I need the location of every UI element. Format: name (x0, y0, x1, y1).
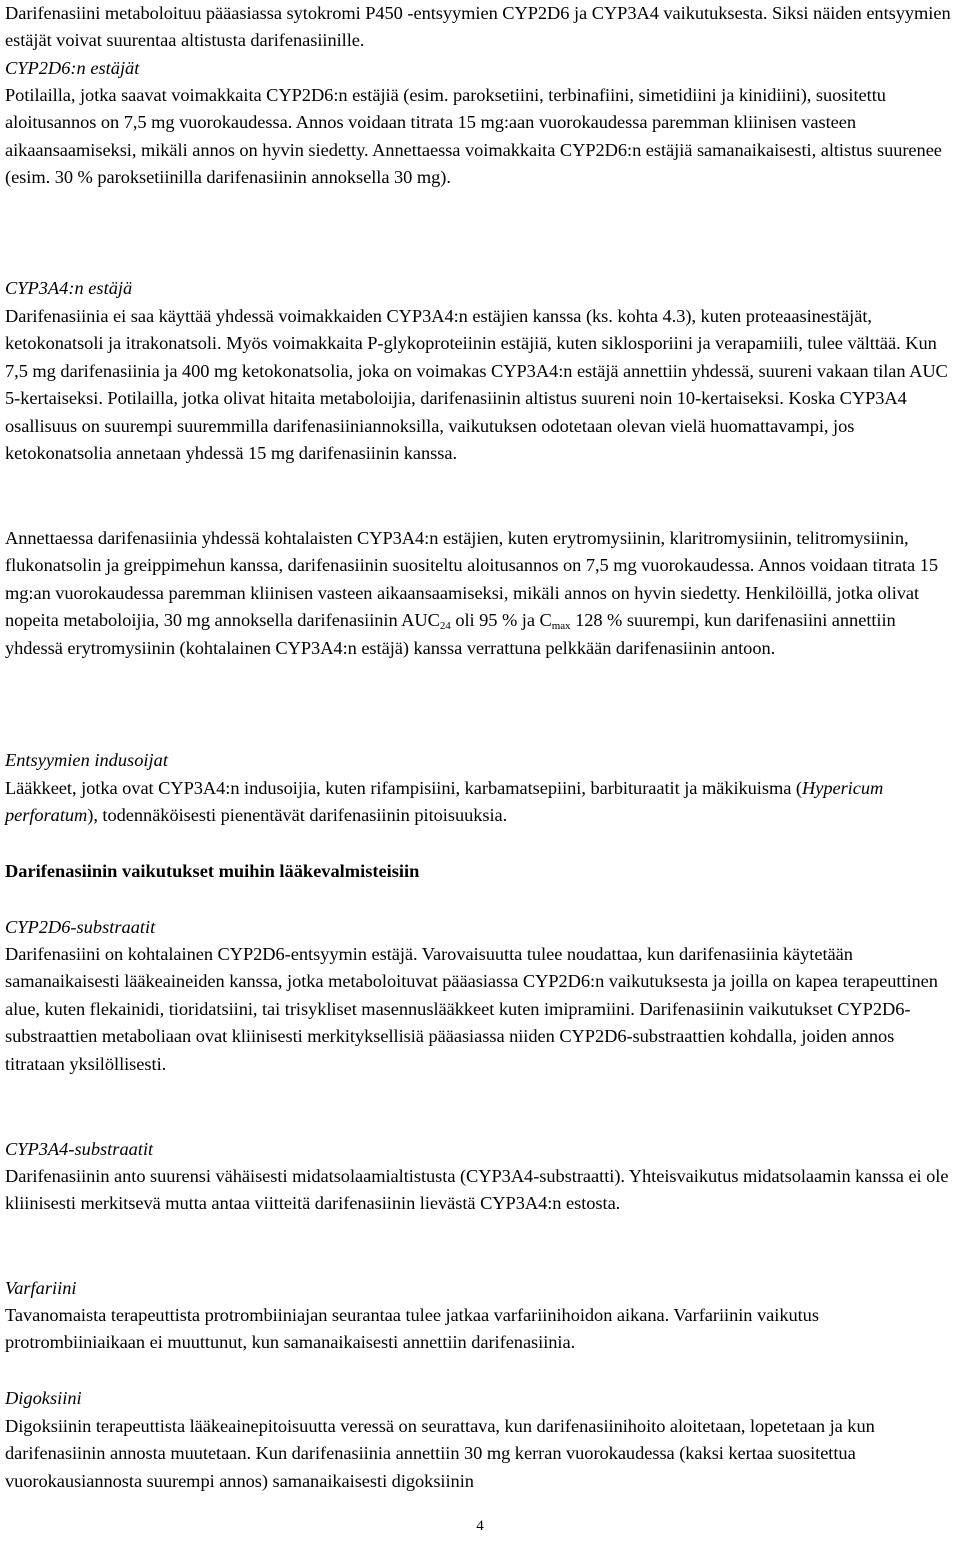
hypericum-italic: Hypericum perforatum (5, 778, 884, 826)
cyp2d6-substrates-paragraph: Darifenasiini on kohtalainen CYP2D6-entsyymin estäjä. Varovaisuutta tulee noudattaa, kun darifenasiinia käytetään samanaikaisesti lääkeaineiden kanssa, jotka metaboloituvat pääasiassa CYP2D6:n vaikutuksesta ja joilla on kapea terapeuttinen alue, kuten flekainidi, tioridatsiini, tai trisykliset masennuslääkkeet kuten imipramiini. Darifenasiinin vaikutukset CYP2D6-substraattien metaboliaan ovat kliinisesti merkityksellisiä pääasiassa niiden CYP2D6-substraattien kohdalla, joiden annos titrataan yksilöllisesti. (5, 944, 938, 1074)
cyp3a4-inhibitor-heading: CYP3A4:n estäjä (5, 278, 133, 298)
inducers-text-1: Lääkkeet, jotka ovat CYP3A4:n indusoijia, kuten rifampisiini, karbamatsepiini, barbituraatit ja mäkikuisma ( (5, 778, 802, 798)
intro-paragraph: Darifenasiini metaboloituu pääasiassa sytokromi P450 -entsyymien CYP2D6 ja CYP3A4 vaikutuksesta. Siksi näiden entsyymien estäjät voivat suurentaa altistusta darifenasiinille. (5, 3, 951, 51)
moderate-inhibitors-text-1: Annettaessa darifenasiinia yhdessä kohtalaisten CYP3A4:n estäjien, kuten erytromysiinin, klaritromysiinin, telitromysiinin, flukonatsolin ja greippimehun kanssa, darifenasiinin suositeltu aloitusannos on 7,5 mg vuorokaudessa. Annos voidaan titrata 15 mg:an vuorokaudessa paremman kliinisen vasteen aikaansaamiseksi, mikäli annos on hyvin siedetty. Henkilöillä, jotka olivat nopeita metaboloijia, 30 mg annoksella darifenasiinin AUC (5, 528, 938, 631)
cmax-subscript: max (551, 620, 571, 633)
cyp3a4-substrates-paragraph: Darifenasiinin anto suurensi vähäisesti midatsolaamialtistusta (CYP3A4-substraatti). Yhteisvaikutus midatsolaamin kanssa ei ole kliinisesti merkitsevä mutta antaa viitteitä darifenasiinin lievästä CYP3A4:n estosta. (5, 1166, 949, 1214)
digoxin-paragraph: Digoksiinin terapeuttista lääkeainepitoisuutta veressä on seurattava, kun darifenasiinihoito aloitetaan, lopetetaan ja kun darifenasiinin annosta muutetaan. Kun darifenasiinia annettiin 30 mg kerran vuorokaudessa (kaksi kertaa suositettua vuorokausiannosta suurempi annos) samanaikaisesti digoksiinin (5, 1416, 875, 1491)
cyp3a4-inhibitor-paragraph: Darifenasiinia ei saa käyttää yhdessä voimakkaiden CYP3A4:n estäjien kanssa (ks. kohta 4.3), kuten proteaasinestäjät, ketokonatsoli ja itrakonatsoli. Myös voimakkaita P-glykoproteiinin estäjiä, kuten siklosporiini ja verapamiili, tulee välttää. Kun 7,5 mg darifenasiinia ja 400 mg ketokonatsolia, joka on voimakas CYP3A4:n estäjä annettiin yhdessä, suureni vakaan tilan AUC 5-kertaiseksi. Potilailla, jotka olivat hitaita metaboloijia, darifenasiinin altistus suureni noin 10-kertaiseksi. Koska CYP3A4 osallisuus on suurempi suuremmilla darifenasiiniannoksilla, vaikutuksen odotetaan olevan vielä huomattavampi, jos ketokonatsolia annetaan yhdessä 15 mg darifenasiinin kanssa. (5, 306, 948, 464)
digoxin-heading: Digoksiini (5, 1388, 82, 1408)
moderate-inhibitors-text-3: 128 % suurempi, kun darifenasiini annettiin yhdessä erytromysiinin (kohtalainen CYP3A4:n estäjä) kanssa verrattuna pelkkään darifenasiinin antoon. (5, 610, 896, 658)
cyp2d6-inhibitors-paragraph: Potilailla, jotka saavat voimakkaita CYP2D6:n estäjiä (esim. paroksetiini, terbinafiini, simetidiini ja kinidiini), suositettu aloitusannos on 7,5 mg vuorokaudessa. Annos voidaan titrata 15 mg:aan vuorokaudessa paremman kliinisen vasteen aikaansaamiseksi, mikäli annos on hyvin siedetty. Annettaessa voimakkaita CYP2D6:n estäjiä samanaikaisesti, altistus suurenee (esim. 30 % paroksetiinilla darifenasiinin annoksella 30 mg). (5, 85, 942, 188)
cyp3a4-substrates-heading: CYP3A4-substraatit (5, 1139, 154, 1159)
inducers-text-2: ), todennäköisesti pienentävät darifenasiinin pitoisuuksia. (87, 805, 508, 826)
moderate-inhibitors-paragraph (5, 525, 957, 662)
effects-section-heading: Darifenasiinin vaikutukset muihin lääkevalmisteisiin (5, 861, 420, 881)
moderate-inhibitors-text-2: oli 95 % ja C (450, 610, 552, 631)
warfarin-paragraph: Tavanomaista terapeuttista protrombiiniajan seurantaa tulee jatkaa varfariinihoidon aikana. Varfariinin vaikutus protrombiiniaikaan ei muuttunut, kun samanaikaisesti annettiin darifenasiinia. (5, 1305, 819, 1353)
warfarin-heading: Varfariini (5, 1278, 77, 1298)
cyp2d6-substrates-heading: CYP2D6-substraatit (5, 917, 156, 937)
page-number: 4 (476, 1518, 484, 1534)
cyp2d6-inhibitors-heading: CYP2D6:n estäjät (5, 58, 140, 78)
inducers-paragraph (5, 775, 957, 830)
inducers-heading: Entsyymien indusoijat (5, 750, 168, 770)
auc-subscript: 24 (439, 620, 451, 633)
